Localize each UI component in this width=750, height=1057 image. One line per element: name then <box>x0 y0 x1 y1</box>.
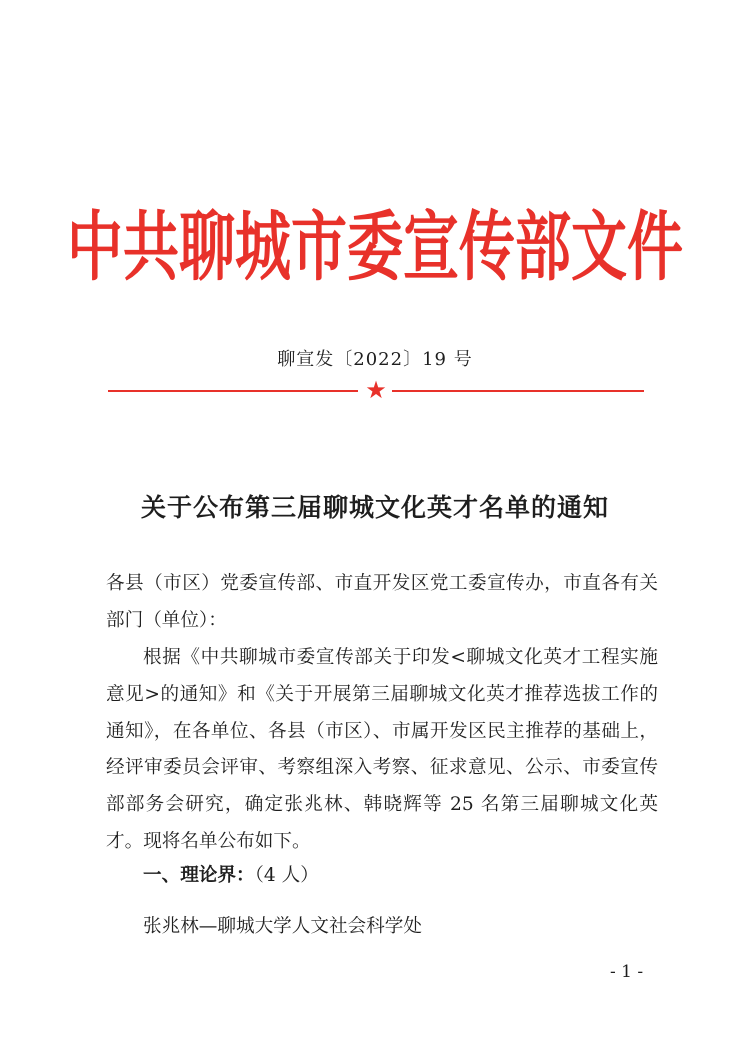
document-title: 关于公布第三届聊城文化英才名单的通知 <box>140 493 609 522</box>
document-number: 聊宣发〔2022〕19 号 <box>277 349 473 370</box>
red-rule-right <box>392 390 644 392</box>
section-heading-count: （4 人） <box>254 865 319 886</box>
red-rule-left <box>108 390 358 392</box>
star-icon: ★ <box>365 376 387 404</box>
salutation: 各县（市区）党委宣传部、市直开发区党工委宣传办，市直各有关部门（单位）： <box>106 573 658 631</box>
red-letterhead: 中共聊城市委宣传部文件 <box>67 204 683 292</box>
page-number: - 1 - <box>610 962 644 982</box>
body-paragraph: 根据《中共聊城市委宣传部关于印发<聊城文化英才工程实施意见>的通知》和《关于开展第三届聊城文化英才推荐选拔工作的通知》，在各单位、各县（市区）、市属开发区民主推荐的基础上，经评审委员会评审、考察组深入考察、征求意见、公示、市委宣传部部务会研究，确定张兆林、韩晓辉等 25 名第三届聊城文化英才。现将名单公布如下。 <box>106 647 658 852</box>
section-heading-label: 一、理论界： <box>143 865 255 886</box>
list-item: 张兆林—聊城大学人文社会科学处 <box>143 916 422 937</box>
section-heading <box>143 858 319 894</box>
